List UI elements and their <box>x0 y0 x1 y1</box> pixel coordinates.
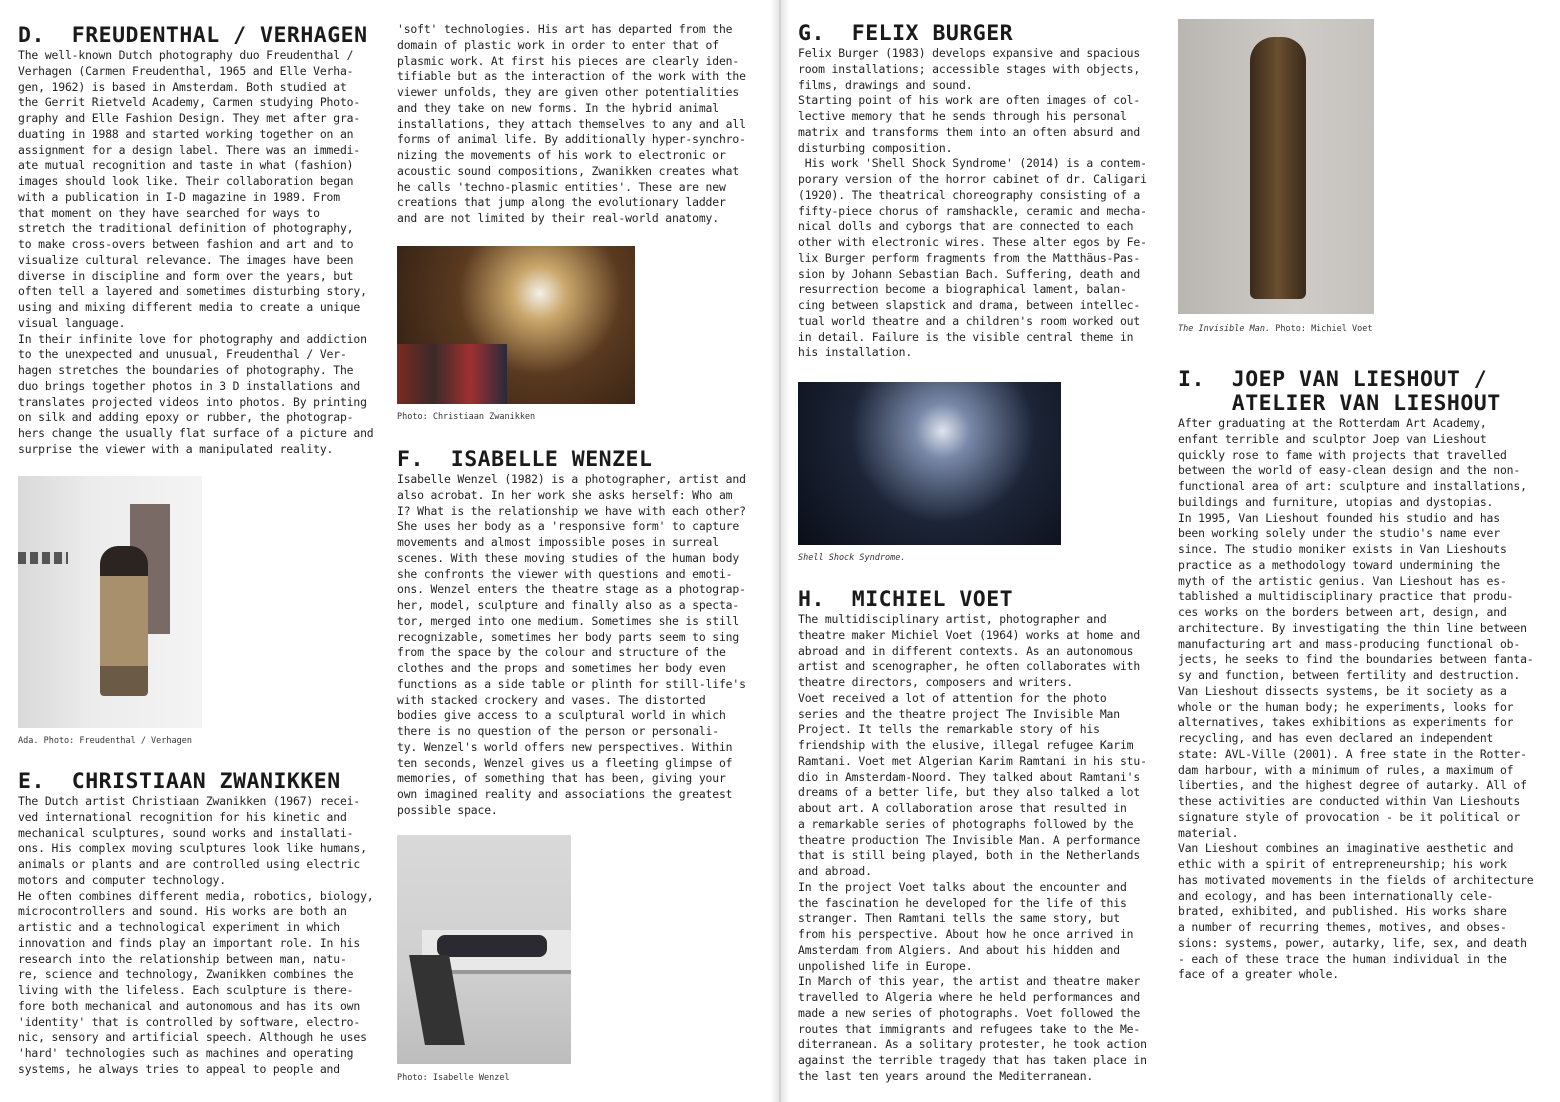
section-joep-van-lieshout <box>1178 368 1548 983</box>
section-body: The Dutch artist Christiaan Zwanikken (1967) recei- ved international recognition for his kinetic and mechanical sculptures, sound works and installati- ons. His complex moving sculptures look like humans, animals or plants and are controlled using electric motors and computer technology. He often combines different media, robotics, biology, microcontrollers and sound. His works are both an artistic and a technological experiment in which innovation and finds play an important role. In his research into the relationship between man, natu- re, science and technology, Zwanikken combines the living with the lifeless. Each sculpture is there- fore both mechanical and autonomous and has its own 'identity' that is controlled by software, electro- nic, sensory and artificial speech. Although he uses 'hard' technologies such as machines and operating systems, he always tries to appeal to people and <box>18 794 374 1076</box>
photo-caption: Photo: Isabelle Wenzel <box>397 1073 510 1083</box>
photo-caption <box>1178 324 1372 334</box>
section-body: Felix Burger (1983) develops expansive and spacious room installations; accessible stages with objects, films, drawings and sound. Starting point of his work are often images of col- lective memory that he sends through his personal matrix and transforms them into an often absurd and disturbing composition. His work 'Shell Shock Syndrome' (2014) is a contem- porary version of the horror cabinet of dr. Caligari (1920). The theatrical choreography consisting of a fifty-piece chorus of ramshackle, ceramic and mecha- nical dolls and cyborgs that are connected to each other with electronic wires. These alter egos by Fe- lix Burger perform fragments from the Matthäus-Pas- sion by Johann Sebastian Bach. Suffering, death and resurrection become a biographical lament, balan- cing between slapstick and drama, between intellec- tual world theatre and a children's room worked out in detail. Failure is the visible central theme in his installation. <box>798 46 1147 360</box>
section-heading: I. JOEP VAN LIESHOUT / ATELIER VAN LIESHOUT <box>1178 367 1501 416</box>
section-body: 'soft' technologies. His art has departed from the domain of plastic work in order to enter that of plasmic work. At first his pieces are clearly iden- tifiable but as the interaction of the work with the viewer unfolds, they are given other potentialities and they take on new forms. In the hybrid animal installations, they attach themselves to any and all forms of animal life. By additionally hyper-synchro- nizing the movements of his work to electronic or acoustic sound compositions, Zwanikken creates what he calls 'techno-plasmic entities'. These are new creations that jump along the evolutionary ladder and are not limited by their real-world anatomy. <box>397 22 746 225</box>
photo-invisible-man <box>1178 19 1374 314</box>
photo-ada <box>18 476 202 728</box>
photo-wenzel <box>397 835 571 1064</box>
photo-caption: Shell Shock Syndrome. <box>798 553 906 563</box>
page-gutter <box>770 0 790 1102</box>
photo-zwanikken <box>397 246 635 404</box>
section-body: The multidisciplinary artist, photographer and theatre maker Michiel Voet (1964) works at home and abroad and in different contexts. As an autonomous artist and scenographer, he often collaborates with theatre directors, composers and writers. Voet received a lot of attention for the photo series and the theatre project The Invisible Man Project. It tells the remarkable story of his friendship with the elusive, illegal refugee Karim Ramtani. Voet met Algerian Karim Ramtani in his stu- dio in Amsterdam-Noord. They talked about Ramtani's dreams of a better life, but they also talked a lot about art. A collaboration arose that resulted in a remarkable series of photographs followed by the theatre production The Invisible Man. A performance that is still being played, both in the Netherlands and abroad. In the project Voet talks about the encounter and the fascination he developed for the life of this stranger. Then Ramtani tells the same story, but from his perspective. About how he once arrived in Amsterdam from Algiers. And about his hidden and unpolished life in Europe. In March of this year, the artist and theatre maker travelled to Algeria where he held performances and made a new series of photographs. Voet followed the routes that immigrants and refugees take to the Me- diterranean. As a solitary protester, he took action against the terrible tragedy that has taken place in the last ten years around the Mediterranean. <box>798 612 1147 1083</box>
section-heading: H. MICHIEL VOET <box>798 587 1014 612</box>
section-body: After graduating at the Rotterdam Art Academy, enfant terrible and sculptor Joep van Lieshout quickly rose to fame with projects that travelled between the world of easy-clean design and the non- functional area of art: sculpture and installations, buildings and furniture, utopias and dystopias. In 1995, Van Lieshout founded his studio and has been working solely under the studio's name ever since. The studio moniker exists in Van Lieshouts practice as a methodology toward undermining the myth of the artistic genius. Van Lieshout has es- tablished a multidisciplinary practice that produ- ces works on the borders between art, design, and architecture. By investigating the thin line between manufacturing art and mass-producing functional ob- jects, he seeks to find the boundaries between fanta- sy and function, between fertility and destruction. Van Lieshout dissects systems, be it society as a whole or the human body; he experiments, looks for alternatives, takes exhibitions as experiments for recycling, and has even declared an independent state: AVL-Ville (2001). A free state in the Rotter- dam harbour, with a minimum of rules, a maximum of liberties, and the highest degree of autarky. All of these activities are conducted within Van Lieshouts signature style of provocation - be it political or material. Van Lieshout combines an imaginative aesthetic and ethic with a spirit of entrepreneurship; his work has motivated movements in the fields of architecture and ecology, and has been internationally cele- brated, exhibited, and published. His works share a number of recurring themes, motives, and obses- sions: systems, power, autarky, life, sex, and death - each of these trace the human individual in the face of a greater whole. <box>1178 416 1534 982</box>
section-felix-burger <box>798 22 1168 361</box>
section-heading: D. FREUDENTHAL / VERHAGEN <box>18 23 368 48</box>
section-freudenthal-verhagen <box>18 24 388 458</box>
section-heading: G. FELIX BURGER <box>798 21 1014 46</box>
section-heading: F. ISABELLE WENZEL <box>397 447 653 472</box>
section-body: The well-known Dutch photography duo Freudenthal / Verhagen (Carmen Freudenthal, 1965 and Elle Verha- gen, 1962) is based in Amsterdam. Both studied at the Gerrit Rietveld Academy, Carmen studying Photo- graphy and Elle Fashion Design. They met after gra- duating in 1988 and started working together on an assignment for a design label. There was an immedi- ate mutual recognition and taste in what (fashion) images should look like. Their collaboration began with a publication in I-D magazine in 1989. From that moment on they have searched for ways to stretch the traditional definition of photography, to make cross-overs between fashion and art and to visualize cultural relevance. The images have been diverse in discipline and form over the years, but often tell a layered and sometimes disturbing story, using and mixing different media to create a unique visual language. In their infinite love for photography and addiction to the unexpected and unusual, Freudenthal / Ver- hagen stretches the boundaries of photography. The duo brings together photos in 3 D installations and translates projected videos into photos. By printing on silk and adding epoxy or rubber, the photograp- hers change the usually flat surface of a picture and surprise the viewer with a manipulated reality. <box>18 48 374 456</box>
section-isabelle-wenzel <box>397 448 767 819</box>
photo-caption: Ada. Photo: Freudenthal / Verhagen <box>18 736 192 746</box>
section-zwanikken-continued <box>397 22 767 227</box>
section-heading: E. CHRISTIAAN ZWANIKKEN <box>18 769 341 794</box>
section-christiaan-zwanikken <box>18 770 388 1078</box>
photo-shell-shock-syndrome <box>798 382 1061 545</box>
photo-caption: Photo: Christiaan Zwanikken <box>397 412 536 422</box>
caption-credit: Photo: Michiel Voet <box>1270 324 1373 334</box>
section-michiel-voet <box>798 588 1168 1085</box>
section-body: Isabelle Wenzel (1982) is a photographer, artist and also acrobat. In her work she asks herself: Who am I? What is the relationship we have with each other? She uses her body as a 'responsive form' to capture movements and almost impossible poses in surreal scenes. With these moving studies of the human body she confronts the viewer with questions and emoti- ons. Wenzel enters the theatre stage as a photograp- her, model, sculpture and finally also as a specta- tor, merged into one medium. Sometimes she is still recognizable, sometimes her body parts seem to sing from the space by the colour and structure of the clothes and the props and sometimes her body even functions as a side table or plinth for still-life's with stacked crockery and vases. The distorted bodies give access to a sculptural world in which there is no question of the person or personali- ty. Wenzel's world offers new perspectives. Within ten seconds, Wenzel gives us a fleeting glimpse of memories, of something that has been, giving your own imagined reality and associations the greatest possible space. <box>397 472 746 817</box>
caption-title: The Invisible Man. <box>1178 324 1271 334</box>
